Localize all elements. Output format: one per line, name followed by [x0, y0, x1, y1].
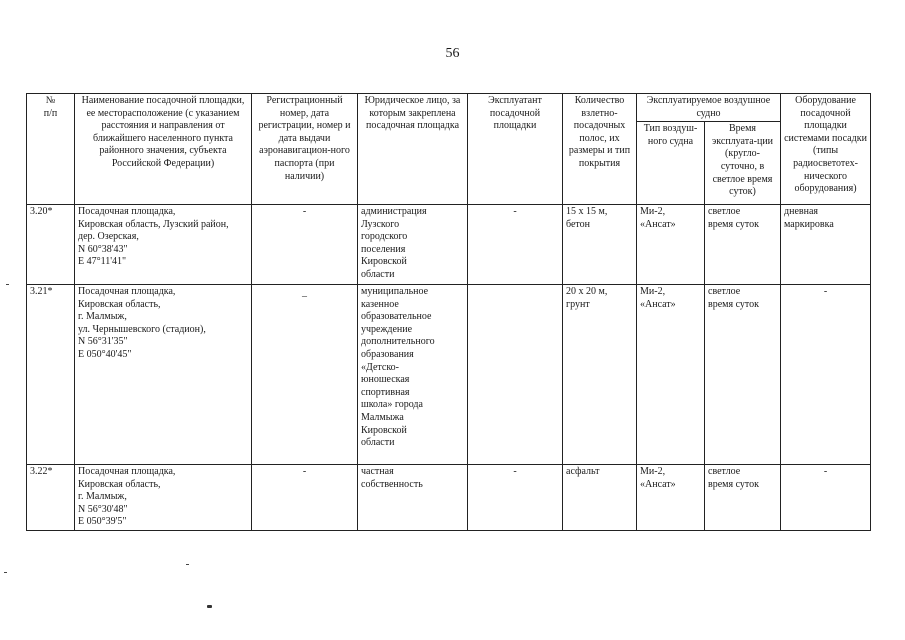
cell-num: 3.21* [27, 285, 75, 465]
cell-legal-entity: муниципальное казенное образовательное учреждение дополнительного образования «Детско- юношеская спортивная школа» города Малмыжа Кировской области [358, 285, 468, 465]
cell-legal-entity: частная собственность [358, 465, 468, 531]
cell-operation-time: светлое время суток [705, 285, 781, 465]
table-row [27, 205, 871, 285]
scan-speck [4, 572, 7, 573]
cell-operator: - [468, 465, 563, 531]
cell-name-location: Посадочная площадка, Кировская область, г. Малмыж, N 56°30'48" E 050°39'5" [75, 465, 252, 531]
cell-runways: 20 х 20 м, грунт [563, 285, 637, 465]
cell-registration: - [252, 465, 358, 531]
cell-equipment: дневная маркировка [781, 205, 871, 285]
cell-registration: – [252, 285, 358, 465]
header-aircraft-group: Эксплуатируемое воздушное судно [637, 94, 781, 122]
cell-operator: - [468, 205, 563, 285]
header-operator: Эксплуатант посадочной площадки [468, 94, 563, 205]
landing-sites-table [26, 93, 871, 531]
cell-num: 3.20* [27, 205, 75, 285]
cell-aircraft-type: Ми-2, «Ансат» [637, 205, 705, 285]
cell-operation-time: светлое время суток [705, 465, 781, 531]
cell-aircraft-type: Ми-2, «Ансат» [637, 465, 705, 531]
cell-runways: асфальт [563, 465, 637, 531]
page-number: 56 [445, 46, 460, 61]
header-registration: Регистрационный номер, дата регистрации, номер и дата выдачи аэронавигацион-ного паспорта (при наличии) [252, 94, 358, 205]
cell-equipment: - [781, 285, 871, 465]
cell-equipment: - [781, 465, 871, 531]
cell-aircraft-type: Ми-2, «Ансат» [637, 285, 705, 465]
header-operation-time: Время эксплуата-ции (кругло-суточно, в светлое время суток) [705, 122, 781, 205]
cell-runways: 15 х 15 м, бетон [563, 205, 637, 285]
table-row [27, 465, 871, 531]
header-legal-entity: Юридическое лицо, за которым закреплена посадочная площадка [358, 94, 468, 205]
header-equipment: Оборудование посадочной площадки системами посадки (типы радиосветотех-нического оборудования) [781, 94, 871, 205]
header-num: № п/п [27, 94, 75, 205]
cell-registration: - [252, 205, 358, 285]
scan-speck [6, 284, 9, 285]
table-header-row [27, 94, 871, 122]
cell-operator [468, 285, 563, 465]
cell-operation-time: светлое время суток [705, 205, 781, 285]
cell-legal-entity: администрация Лузского городского поселения Кировской области [358, 205, 468, 285]
cell-name-location: Посадочная площадка, Кировская область, Лузский район, дер. Озерская, N 60°38'43" E 47°11'41" [75, 205, 252, 285]
header-aircraft-type: Тип воздуш-ного судна [637, 122, 705, 205]
table-row [27, 285, 871, 465]
cell-num: 3.22* [27, 465, 75, 531]
header-name-location: Наименование посадочной площадки, ее месторасположение (с указанием расстояния и направления от ближайшего населенного пункта районного значения, субъекта Российской Федерации) [75, 94, 252, 205]
scan-speck [207, 605, 212, 608]
cell-name-location: Посадочная площадка, Кировская область, г. Малмыж, ул. Чернышевского (стадион), N 56°31'35" E 050°40'45" [75, 285, 252, 465]
header-runways: Количество взлетно-посадочных полос, их размеры и тип покрытия [563, 94, 637, 205]
scan-speck [186, 564, 189, 565]
